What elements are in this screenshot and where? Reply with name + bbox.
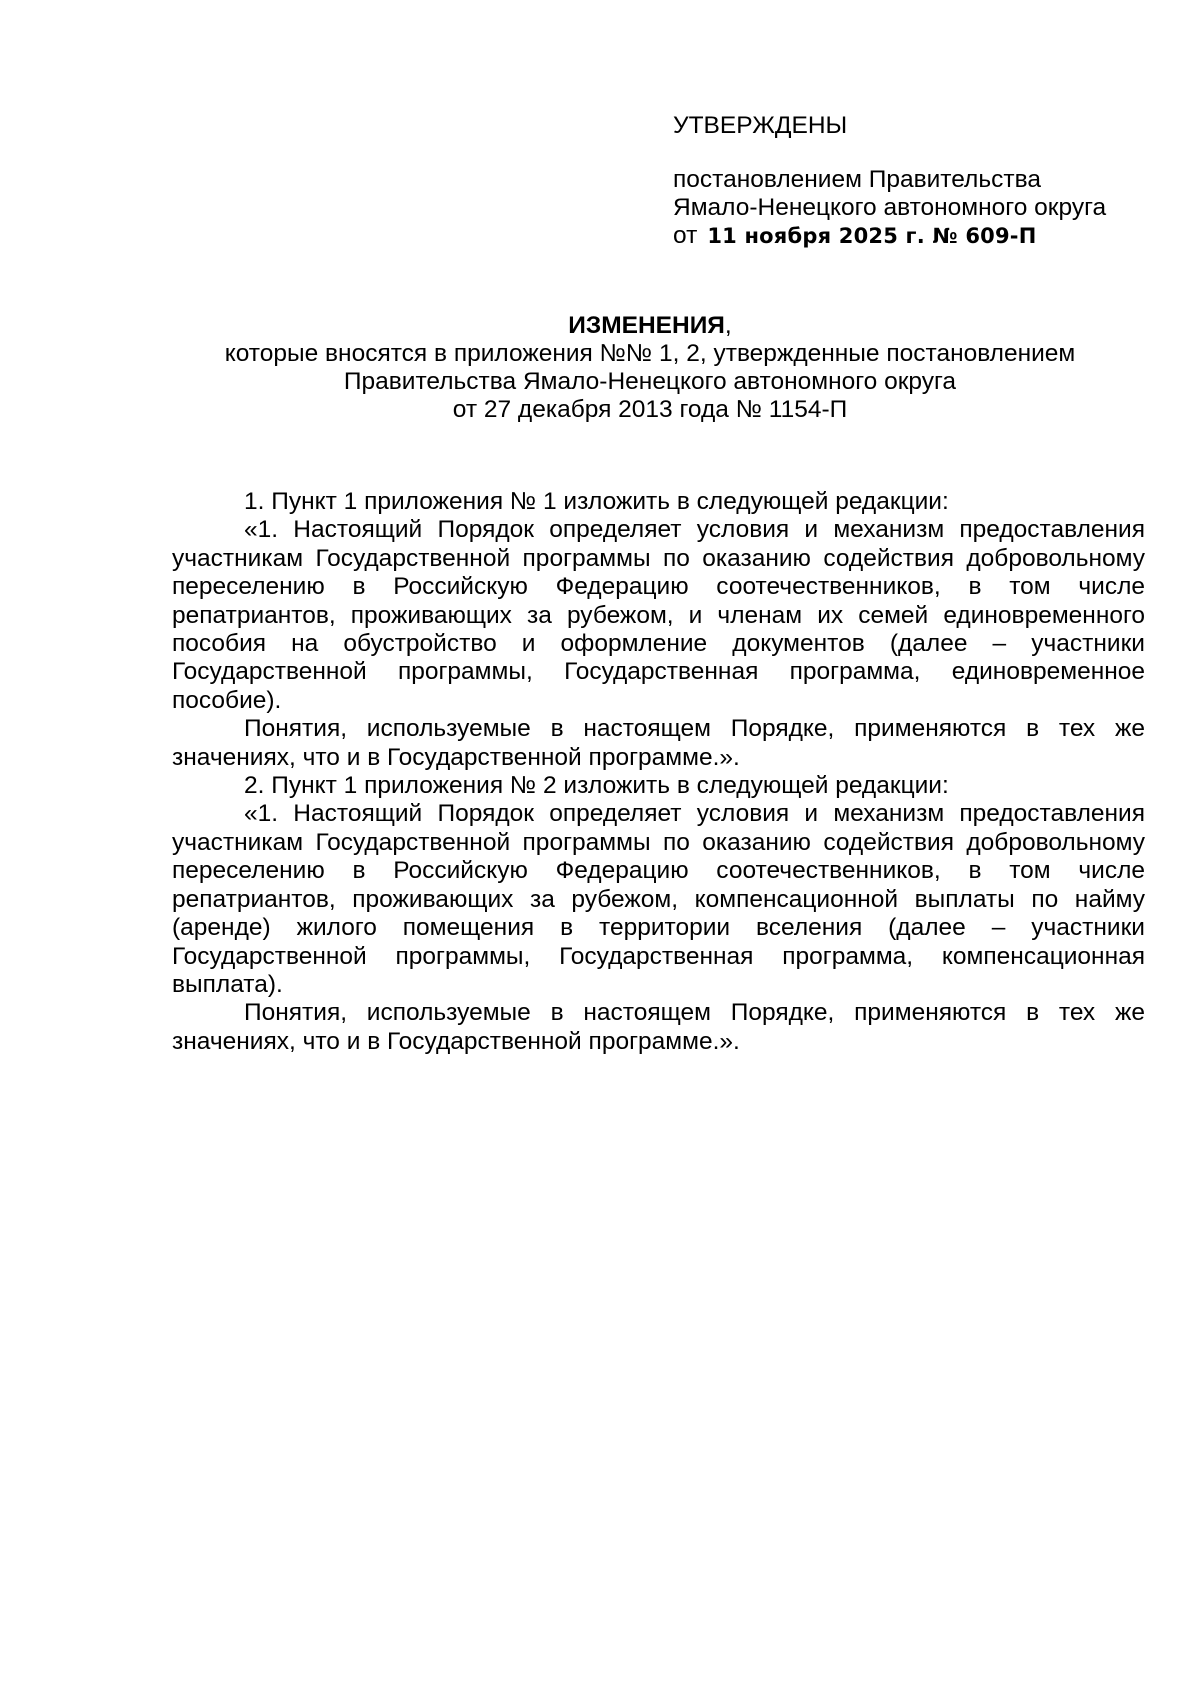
approval-stamp [673,112,1153,250]
approval-line-decree: постановлением Правительства [673,166,1041,193]
document-heading [170,312,1130,424]
body-paragraph-concepts-1: Понятия, используемые в настоящем Порядке, применяются в тех же значениях, что и в Государственной программе.». [172,715,1145,771]
approval-date-line [673,222,1153,250]
heading-title-suffix: , [724,312,732,339]
approval-date-prefix: от [673,222,698,249]
heading-title: ИЗМЕНЕНИЯ [568,312,725,339]
approval-date-value: 11 ноября 2025 г. № 609-П [707,224,1037,248]
heading-subtitle-line-3: от 27 декабря 2013 года № 1154-П [452,396,848,423]
body-paragraph-item-2: 2. Пункт 1 приложения № 2 изложить в следующей редакции: [244,772,949,800]
heading-subtitle-line-1: которые вносятся в приложения №№ 1, 2, утвержденные постановлением [224,340,1076,367]
heading-subtitle-line-2: Правительства Ямало-Ненецкого автономного округа [343,368,957,395]
document-body [172,488,1145,1056]
body-paragraph-concepts-2: Понятия, используемые в настоящем Порядке, применяются в тех же значениях, что и в Государственной программе.». [172,999,1145,1055]
approval-line-region: Ямало-Ненецкого автономного округа [673,194,1107,221]
approved-title: УТВЕРЖДЕНЫ [673,112,848,139]
heading-title-line [170,312,1130,340]
body-paragraph-item-1: 1. Пункт 1 приложения № 1 изложить в следующей редакции: [244,488,949,515]
body-paragraph-quote-1: «1. Настоящий Порядок определяет условия и механизм предоставления участникам Государственной программы по оказанию содействия добровольному переселению в Российскую Федерацию соотечественников, в том числе репатриантов, проживающих за рубежом, и членам их семей единовременного пособия на обустройство и оформление документов (далее – участники Государственной программы, Государственная программа, единовременное пособие). [172,516,1145,714]
body-paragraph-quote-2: «1. Настоящий Порядок определяет условия и механизм предоставления участникам Государственной программы по оказанию содействия добровольному переселению в Российскую Федерацию соотечественников, в том числе репатриантов, проживающих за рубежом, компенсационной выплаты по найму (аренде) жилого помещения в территории вселения (далее – участники Государственной программы, Государственная программа, компенсационная выплата). [172,800,1145,998]
